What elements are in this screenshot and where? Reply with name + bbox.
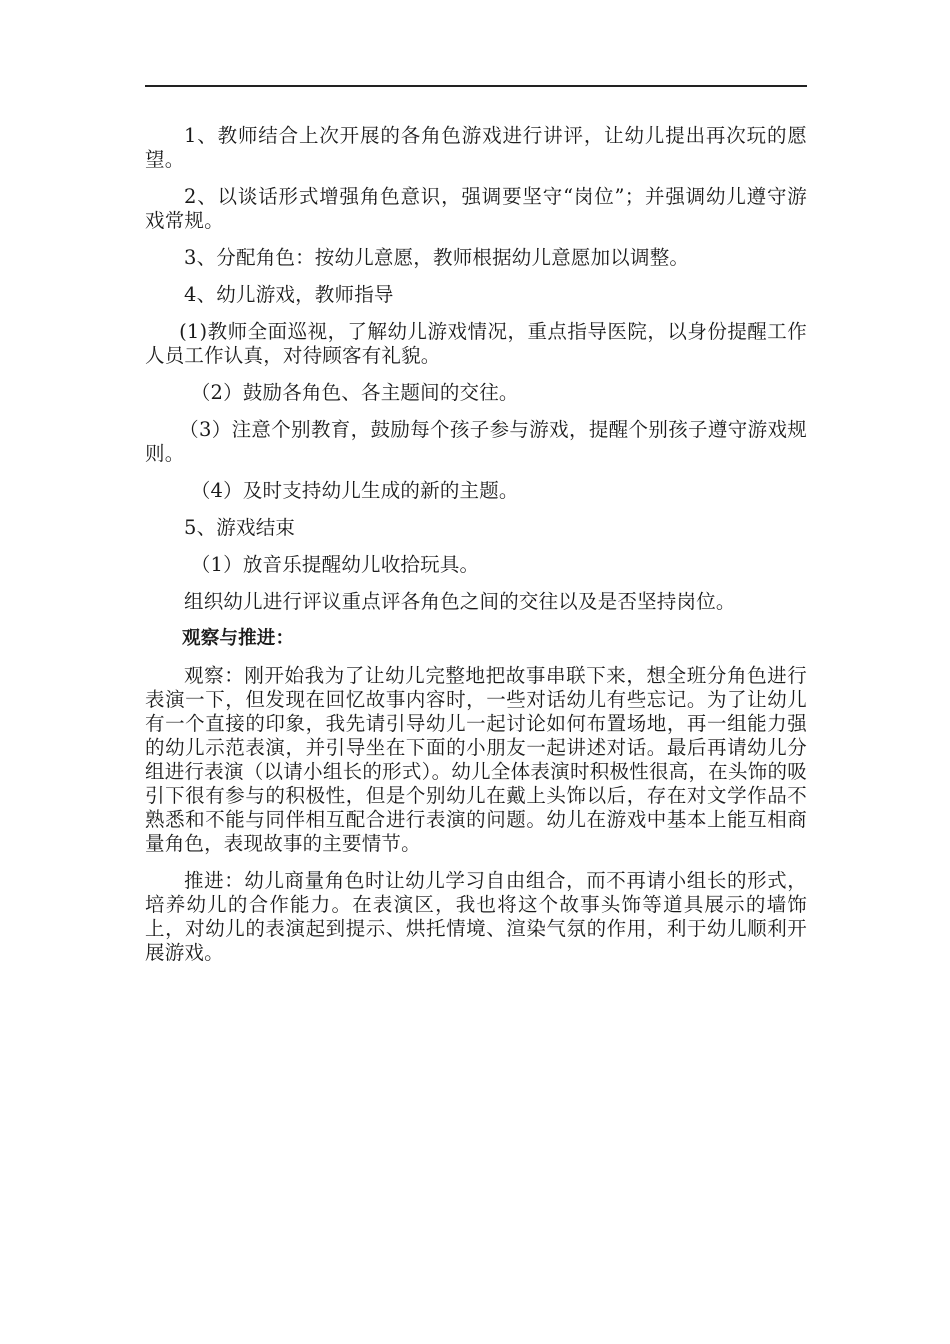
paragraph-step-1: 1、教师结合上次开展的各角色游戏进行讲评，让幼儿提出再次玩的愿望。 (145, 124, 807, 171)
paragraph-evaluation: 组织幼儿进行评议重点评各角色之间的交往以及是否坚持岗位。 (184, 590, 736, 613)
paragraph-step-4: 4、幼儿游戏，教师指导 (184, 283, 394, 306)
paragraph-step-4-1: (1)教师全面巡视，了解幼儿游戏情况，重点指导医院，以身份提醒工作人员工作认真，对待顾客有礼貌。 (145, 320, 807, 367)
paragraph-step-4-3: （3）注意个别教育，鼓励每个孩子参与游戏，提醒个别孩子遵守游戏规则。 (145, 418, 807, 465)
paragraph-step-5-1: （1）放音乐提醒幼儿收拾玩具。 (190, 553, 480, 576)
paragraph-observation: 观察：刚开始我为了让幼儿完整地把故事串联下来，想全班分角色进行表演一下，但发现在回忆故事内容时，一些对话幼儿有些忘记。为了让幼儿有一个直接的印象，我先请引导幼儿一起讨论如何布置场地，再一组能力强的幼儿示范表演，并引导坐在下面的小朋友一起讲述对话。最后再请幼儿分组进行表演（以请小组长的形式）。幼儿全体表演时积极性很高，在头饰的吸引下很有参与的积极性，但是个别幼儿在戴上头饰以后，存在对文学作品不熟悉和不能与同伴相互配合进行表演的问题。幼儿在游戏中基本上能互相商量角色，表现故事的主要情节。 (145, 664, 807, 855)
paragraph-step-4-4: （4）及时支持幼儿生成的新的主题。 (190, 479, 519, 502)
paragraph-step-4-2: （2）鼓励各角色、各主题间的交往。 (190, 381, 519, 404)
paragraph-advancement: 推进：幼儿商量角色时让幼儿学习自由组合，而不再请小组长的形式，培养幼儿的合作能力。在表演区，我也将这个故事头饰等道具展示的墙饰上，对幼儿的表演起到提示、烘托情境、渲染气氛的作用，利于幼儿顺利开展游戏。 (145, 869, 807, 964)
section-heading: 观察与推进： (182, 628, 295, 649)
document-body (145, 124, 807, 978)
paragraph-step-2: 2、以谈话形式增强角色意识，强调要坚守“岗位”；并强调幼儿遵守游戏常规。 (145, 185, 807, 232)
paragraph-step-3: 3、分配角色：按幼儿意愿，教师根据幼儿意愿加以调整。 (184, 246, 690, 269)
paragraph-step-5: 5、游戏结束 (184, 516, 296, 539)
header-rule (145, 85, 807, 87)
